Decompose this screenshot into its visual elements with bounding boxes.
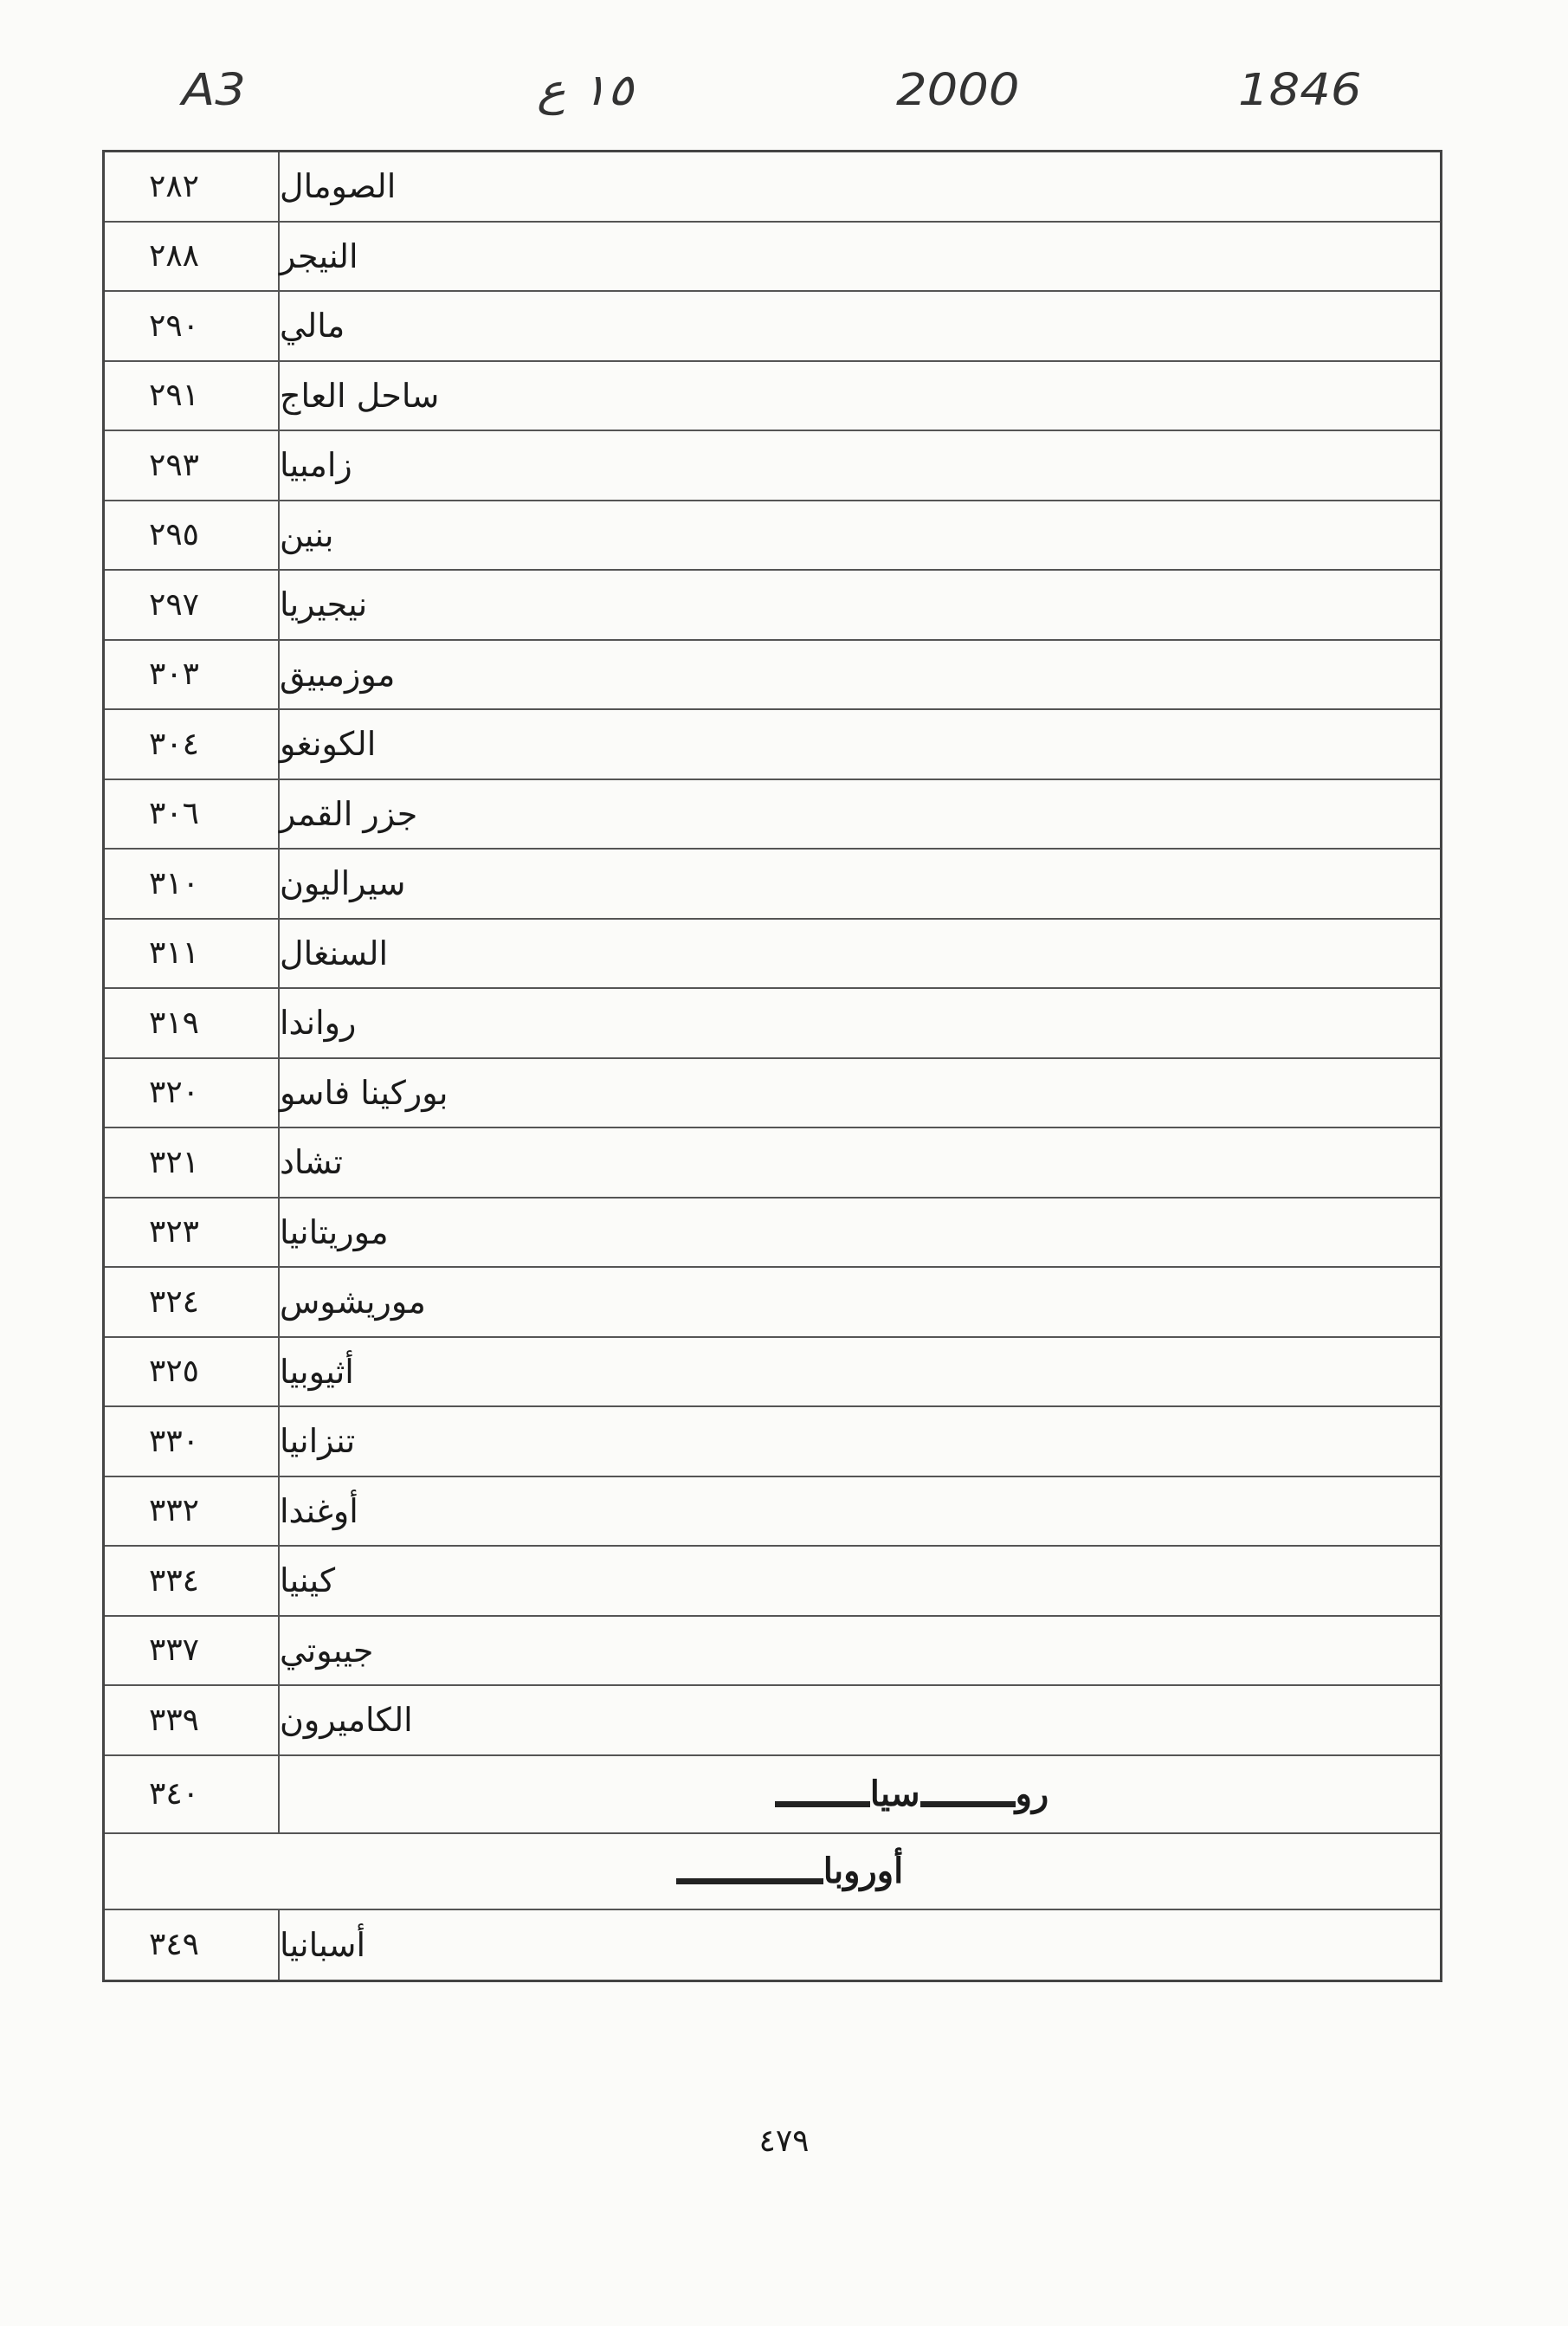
- table-row: [105, 1128, 1440, 1199]
- entry-name: كينيا: [280, 1561, 336, 1600]
- table-row: [105, 1407, 1440, 1477]
- entry-page-number: ٣٢٤: [105, 1268, 280, 1336]
- table-row: [105, 1477, 1440, 1547]
- entry-page-number: ٣٢٠: [105, 1059, 280, 1127]
- entry-name: النيجر: [280, 236, 358, 275]
- entry-name: موريشوس: [280, 1283, 426, 1321]
- entry-name: أوغندا: [280, 1491, 358, 1530]
- table-row: [105, 362, 1440, 432]
- table-row: [105, 431, 1440, 501]
- entry-page-number: ٢٩٧: [105, 571, 280, 639]
- entry-page-number: ٢٨٨: [105, 223, 280, 291]
- entry-name: مالي: [280, 307, 345, 346]
- contents-table: [102, 150, 1442, 1982]
- handwritten-note-year: 2000: [896, 65, 1020, 116]
- section-title-part: رو: [1015, 1774, 1049, 1814]
- entry-page-number: ٣٣٤: [105, 1547, 280, 1615]
- table-row: [105, 292, 1440, 362]
- entry-name: رواندا: [280, 1004, 357, 1043]
- entry-name: الكونغو: [280, 725, 377, 764]
- table-row: [105, 780, 1440, 850]
- table-row: [105, 223, 1440, 293]
- table-row: [105, 641, 1440, 711]
- table-row: [105, 571, 1440, 641]
- entry-name: زامبيا: [280, 446, 352, 485]
- entry-page-number: ٣٣٩: [105, 1686, 280, 1754]
- entry-page-number: ٣٣٢: [105, 1477, 280, 1546]
- table-row: [105, 920, 1440, 990]
- section-title-europe-cell: [105, 1834, 1440, 1909]
- entry-page-number: ٣٢٣: [105, 1199, 280, 1267]
- entry-page-number: ٣٠٤: [105, 710, 280, 779]
- entry-name: جيبوتي: [280, 1631, 374, 1670]
- entry-page-number: ٢٩٣: [105, 431, 280, 500]
- handwritten-note-number: 1846: [1238, 65, 1362, 116]
- entry-name: أثيوبيا: [280, 1352, 354, 1391]
- entry-page-number: ٣٠٣: [105, 641, 280, 709]
- entry-page-number: ٣٠٦: [105, 780, 280, 849]
- table-row: [105, 1910, 1440, 1980]
- entry-name: تنزانيا: [280, 1422, 356, 1461]
- entry-name: بنين: [280, 515, 334, 554]
- section-page-number: ٣٤٠: [105, 1756, 280, 1832]
- table-row: [105, 1268, 1440, 1338]
- entry-name: ساحل العاج: [280, 376, 440, 415]
- entry-name: أسبانيا: [280, 1925, 366, 1964]
- table-row: [105, 989, 1440, 1059]
- entry-name: جزر القمر: [280, 794, 418, 833]
- entry-page-number: ٣٢١: [105, 1128, 280, 1197]
- handwritten-note-a3: A3: [182, 65, 246, 116]
- page-number-footer: ٤٧٩: [758, 2123, 810, 2159]
- table-row: [105, 1686, 1440, 1756]
- entry-page-number: ٣٣٧: [105, 1617, 280, 1685]
- table-row: [105, 1199, 1440, 1269]
- table-row: [105, 1059, 1440, 1129]
- entry-name: السنغال: [280, 934, 389, 972]
- table-row: [105, 1617, 1440, 1687]
- section-title-russia: [280, 1756, 1440, 1832]
- entry-page-number: ٣٤٩: [105, 1910, 280, 1980]
- entry-name: سيراليون: [280, 864, 406, 903]
- table-row: [105, 152, 1440, 223]
- entry-name: بوركينا فاسو: [280, 1073, 448, 1112]
- section-row-russia: [105, 1756, 1440, 1834]
- entry-name: نيجيريا: [280, 585, 368, 624]
- entry-name: موزمبيق: [280, 655, 396, 694]
- table-row: [105, 1547, 1440, 1617]
- entry-name: الصومال: [280, 167, 397, 206]
- entry-page-number: ٣٣٠: [105, 1407, 280, 1476]
- table-row: [105, 1338, 1440, 1408]
- entry-page-number: ٢٩١: [105, 362, 280, 430]
- table-row: [105, 501, 1440, 572]
- entry-page-number: ٢٨٢: [105, 152, 280, 221]
- entry-page-number: ٣١٠: [105, 850, 280, 918]
- entry-page-number: ٢٩٥: [105, 501, 280, 570]
- entry-page-number: ٢٩٠: [105, 292, 280, 360]
- handwritten-note-middle: ١٥ ع: [537, 65, 634, 116]
- entry-page-number: ٣١٩: [105, 989, 280, 1057]
- table-row: [105, 710, 1440, 780]
- entry-page-number: ٣١١: [105, 920, 280, 988]
- entry-name: موريتانيا: [280, 1212, 389, 1251]
- table-row: [105, 850, 1440, 920]
- entry-name: تشاد: [280, 1143, 343, 1182]
- entry-page-number: ٣٢٥: [105, 1338, 280, 1406]
- entry-name: الكاميرون: [280, 1701, 413, 1740]
- section-title-part: سيا: [869, 1774, 920, 1814]
- section-row-europe: [105, 1834, 1440, 1910]
- section-title-europe: أوروبا: [823, 1851, 904, 1891]
